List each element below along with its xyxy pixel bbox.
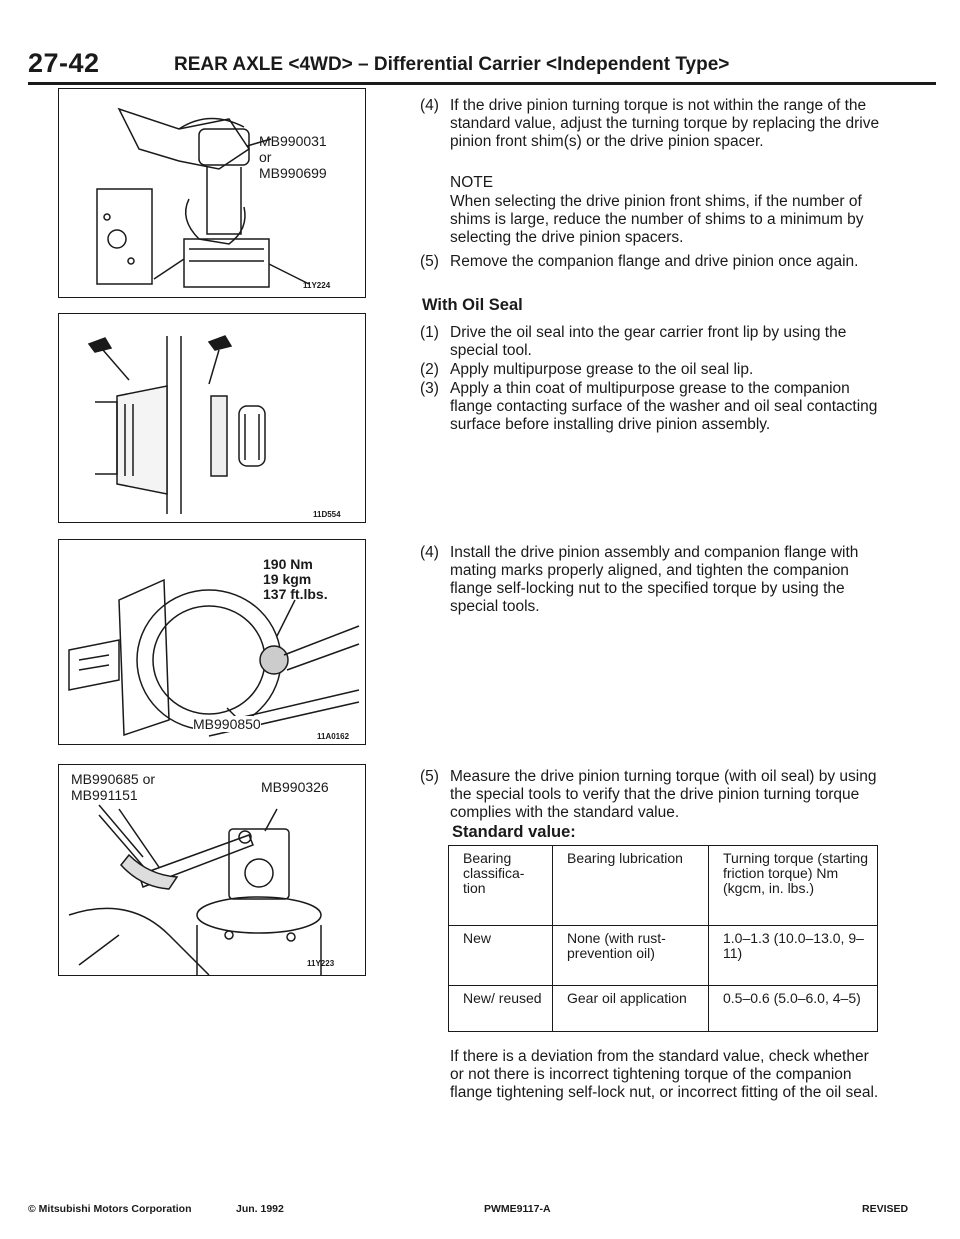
table-row <box>449 926 878 986</box>
tool-label-mb990850: MB990850 <box>193 716 261 732</box>
torque-kgm: 19 kgm <box>263 571 312 587</box>
tool-label-mb990326: MB990326 <box>261 779 329 795</box>
table-cell: 1.0–1.3 (10.0–13.0, 9–11) <box>709 926 878 986</box>
page-number: 27-42 <box>28 48 100 78</box>
note-heading: NOTE <box>450 174 494 191</box>
step-number: (4) <box>420 97 439 114</box>
torque-nut-illustration <box>59 540 366 745</box>
figure-code: 11D554 <box>313 510 341 519</box>
step-number: (4) <box>420 544 439 561</box>
step-text: If the drive pinion turning torque is not within the range of the standard value, adjust the turning torque by replacing the drive pinion front shim(s) or the drive pinion spacer. <box>450 97 880 150</box>
closing-paragraph: If there is a deviation from the standard value, check whether or not there is incorrect tightening torque of the companion flange tightening self-lock nut, or incorrect fitting of the oil seal. <box>450 1048 879 1101</box>
torque-nm: 190 Nm <box>263 556 313 572</box>
step-number: (3) <box>420 380 439 397</box>
torque-ftlbs: 137 ft.lbs. <box>263 586 328 602</box>
tool-label-mb990699: MB990699 <box>259 165 327 181</box>
step-text: Apply a thin coat of multipurpose grease to the companion flange contacting surface of the washer and oil seal contacting surface before installing drive pinion assembly. <box>450 380 878 433</box>
step-number: (5) <box>420 253 439 270</box>
header-rule <box>28 82 936 85</box>
column-header: Bearing classifica-tion <box>449 846 553 926</box>
figure-grease-points <box>58 313 366 523</box>
step-text: Remove the companion flange and drive pinion once again. <box>450 253 859 270</box>
figure-measure-torque <box>58 764 366 976</box>
step-text: Drive the oil seal into the gear carrier front lip by using the special tool. <box>450 324 847 359</box>
standard-value-heading: Standard value: <box>452 823 576 841</box>
step-text: Apply multipurpose grease to the oil seal lip. <box>450 361 754 378</box>
step-number: (1) <box>420 324 439 341</box>
step-text: Install the drive pinion assembly and companion flange with mating marks properly aligned, and tighten the companion flange self-locking nut to the specified torque by using the special tools. <box>450 544 859 615</box>
table-header-row <box>449 846 878 926</box>
figure-code: 11A0162 <box>317 732 350 741</box>
table-cell: New <box>449 926 553 986</box>
footer-copyright: © Mitsubishi Motors Corporation <box>28 1203 192 1215</box>
table-cell: Gear oil application <box>553 986 709 1032</box>
table-cell: None (with rust-prevention oil) <box>553 926 709 986</box>
page-title: REAR AXLE <4WD> – Differential Carrier <Independent Type> <box>174 54 730 75</box>
footer-status: REVISED <box>862 1203 909 1215</box>
standard-value-table <box>448 845 878 1032</box>
tool-label-mb990031: MB990031 <box>259 133 327 149</box>
tool-label-mb991151: MB991151 <box>71 787 138 803</box>
footer-date: Jun. 1992 <box>236 1203 284 1215</box>
step-number: (2) <box>420 361 439 378</box>
column-header: Bearing lubrication <box>553 846 709 926</box>
seal-install-illustration <box>59 89 366 298</box>
footer-doc-code: PWME9117-A <box>484 1203 551 1215</box>
column-header: Turning torque (starting friction torque) Nm (kgcm, in. lbs.) <box>709 846 878 926</box>
figure-code: 11Y223 <box>307 959 335 968</box>
step-number: (5) <box>420 768 439 785</box>
tool-label-mb990685: MB990685 or <box>71 771 156 787</box>
table-row <box>449 986 878 1032</box>
figure-seal-install <box>58 88 366 298</box>
oil-seal-heading: With Oil Seal <box>422 296 523 314</box>
note-text: When selecting the drive pinion front shims, if the number of shims is large, reduce the number of shims to a minimum by selecting the drive pinion spacers. <box>450 193 864 246</box>
tool-label-or: or <box>259 149 272 165</box>
figure-torque-nut <box>58 539 366 745</box>
figure-code: 11Y224 <box>303 281 331 290</box>
grease-points-illustration <box>59 314 366 523</box>
table-cell: New/ reused <box>449 986 553 1032</box>
table-cell: 0.5–0.6 (5.0–6.0, 4–5) <box>709 986 878 1032</box>
step-text: Measure the drive pinion turning torque (with oil seal) by using the special tools to verify that the drive pinion turning torque complies with the standard value. <box>450 768 877 821</box>
